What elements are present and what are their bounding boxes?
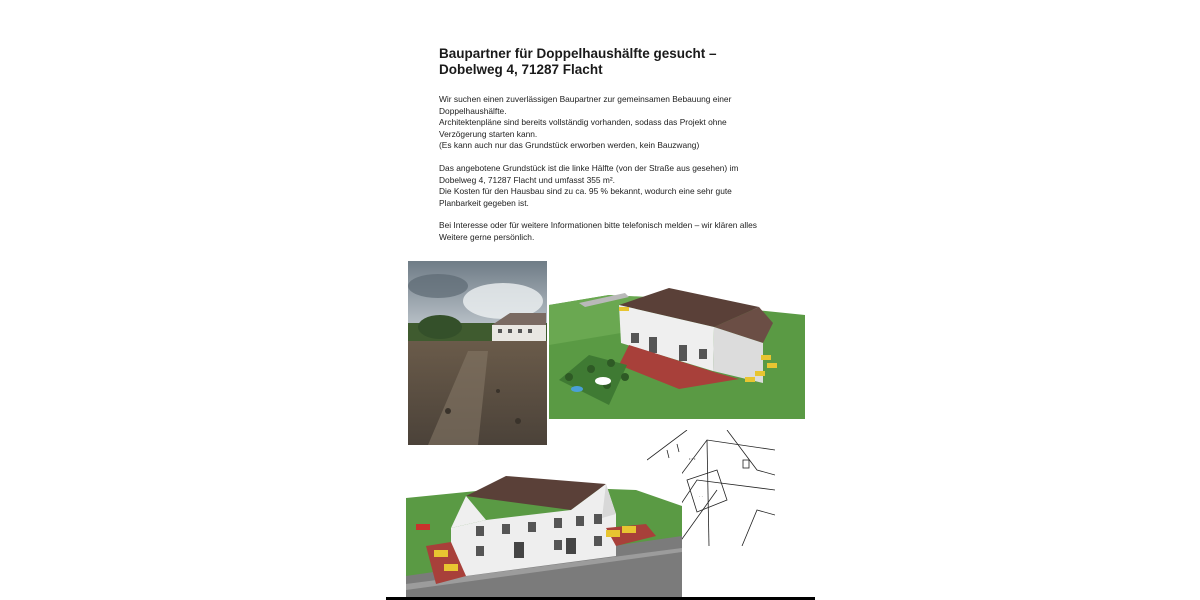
house-render-garden-view: [549, 285, 805, 419]
paragraph-plot-details: [439, 163, 769, 209]
svg-text:· ·: · ·: [699, 494, 703, 499]
svg-text:• • •: • • •: [689, 456, 696, 461]
house-render-street-view: [406, 466, 682, 597]
site-photo: [408, 261, 547, 445]
text-line: (Es kann auch nur das Grundstück erworben werden, kein Bauzwang): [439, 140, 700, 151]
paragraph-intro: [439, 94, 769, 152]
text-line: Wir suchen einen zuverlässigen Baupartner zur gemeinsamen Bebauung einer Doppelhaushälfte.: [439, 94, 732, 116]
document-title: Baupartner für Doppelhaushälfte gesucht – Dobelweg 4, 71287 Flacht: [439, 46, 717, 77]
text-line: Bei Interesse oder für weitere Informationen bitte telefonisch melden – wir klären alles Weitere gerne persönlich.: [439, 220, 757, 242]
paragraph-contact: [439, 220, 769, 243]
document-page: [386, 0, 815, 600]
text-line: Architektenpläne sind bereits vollständig vorhanden, sodass das Projekt ohne Verzögerung starten kann.: [439, 117, 727, 139]
text-line: Das angebotene Grundstück ist die linke Hälfte (von der Straße aus gesehen) im Dobelweg 4, 71287 Flacht und umfasst 355 m².: [439, 163, 739, 185]
text-line: Die Kosten für den Hausbau sind zu ca. 95 % bekannt, wodurch eine sehr gute Planbarkeit gegeben ist.: [439, 186, 732, 208]
